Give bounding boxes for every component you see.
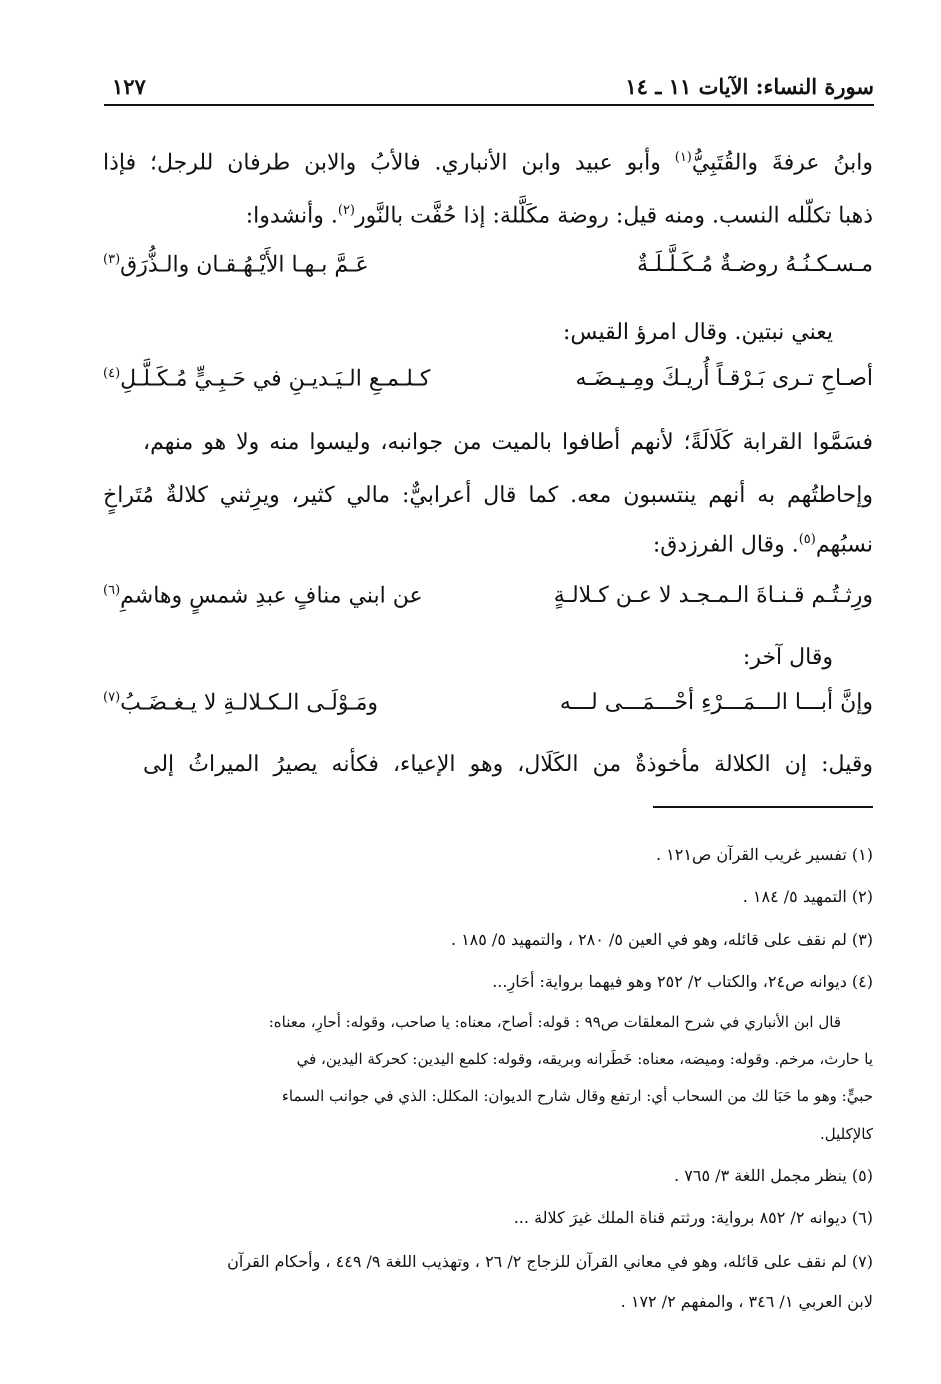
footnote-3: (٣) لم نقف على قائله، وهو في العين ٥/ ٢٨٠ ، والتمهيد ٥/ ١٨٥ . [450,930,873,949]
verse-2-second-hemistich: كـلـمـعِ الـيَـديـنِ في حَـبِـيٍّ مُـكَـلَّـلِ$^{(٤)}$ [103,366,431,392]
running-header [104,72,874,106]
footnote-5: (٥) ينظر مجمل اللغة ٣/ ٧٦٥ . [674,1166,873,1185]
footnote-4-line-3: حبيٍّ: وهو ما حَبَا لك من السحاب أي: ارتفع وقال شارح الديوان: المكلل: الذي في جوانب السماء [281,1087,873,1105]
footnote-7-line-2: لابن العربي ١/ ٣٤٦ ، والمفهم ٢/ ١٧٢ . [620,1292,873,1311]
footnote-6: (٦) ديوانه ٢/ ٨٥٢ برواية: ورثتم قناة الملك غيرَ كلالة ... [513,1208,873,1227]
text-line-2: ذهبا تكلّله النسب. ومنه قيل: روضة مكَلَّلة: إذا حُفَّت بالنَّور$^{(٢)}$. وأنشدوا: [245,203,873,229]
header-title: سورة النساء: الآيات ١١ ـ ١٤ [625,74,874,99]
footnote-marker-2: (٢) [337,203,355,218]
footnote-4-line-4: كالإكليل. [819,1125,873,1143]
footnote-marker-7: (٧) [103,690,121,705]
verse-4-second-hemistich: ومَـوْلَـى الـكـلالـةِ لا يـغـضَـبُ$^{(٧)}$ [103,690,379,716]
verse-2-first-hemistich: أصـاحِ تـرى بَـرْقـاً أُريـكَ ومِـيـضَـه [575,366,873,391]
verse-1 [103,252,873,292]
footnote-7-line-1: (٧) لم نقف على قائله، وهو في معاني القرآن للزجاج ٢/ ٢٦ ، وتهذيب اللغة ٩/ ٤٤٩ ، وأحكام القرآن [227,1252,873,1271]
footnote-2: (٢) التمهيد ٥/ ١٨٤ . [742,887,873,906]
text-line-5: وإحاطتُهم به أنهم ينتسبون معه. كما قال أعرابيٌّ: مالي كثير، ويرِثني كلالةٌ مُتَراخٍ [103,483,873,508]
footnote-4-line-2: يا حارث، مرخم. وقوله: وميضه، معناه: خَطَرانه وبريقه، وقوله: كلمع اليدين: كحركة اليدين، في [296,1050,873,1068]
footnote-separator [653,806,873,808]
footnote-marker-4: (٤) [103,366,121,381]
text-line-6: نسبُهم$^{(٥)}$. وقال الفرزدق: [652,532,873,558]
footnote-marker-5: (٥) [798,532,816,547]
verse-4-first-hemistich: وإنَّ أبـــا الـــمَـــرْءِ أحْـــمَـــى لـــه [559,690,873,715]
text-line-3: يعني نبتين. وقال امرؤ القيس: [563,320,833,345]
footnote-marker-6: (٦) [103,583,121,598]
verse-1-second-hemistich: عَـمَّ بـهـا الأَيْـهُـقـان والـذُّرَق$^{(٣)}$ [103,252,369,278]
verse-4 [103,690,873,730]
text-line-4: فسَمَّوا القرابة كَلَالَةً؛ لأنهم أطافوا بالميت من جوانبه، وليسوا منه ولا هو منهم، [143,430,873,455]
footnote-4-line-1: قال ابن الأنباري في شرح المعلقات ص٩٩ : قوله: أصاح، معناه: يا صاحب، وقوله: أحارِ، معناه: [268,1013,841,1031]
footnote-marker-3: (٣) [103,252,121,267]
verse-2 [103,366,873,406]
verse-3-second-hemistich: عن ابني منافٍ عبدِ شمسٍ وهاشمِ$^{(٦)}$ [103,583,423,609]
verse-3 [103,583,873,623]
footnote-4: (٤) ديوانه ص٢٤، والكتاب ٢/ ٢٥٢ وهو فيهما برواية: أحَارِ... [492,972,873,991]
text-line-7: وقال آخر: [742,645,833,670]
text-line-1: وابنُ عرفةَ والقُتَبِيُّ$^{(١)}$ وأبو عبيد وابن الأنباري. فالأبُ والابن طرفان للرجل؛ فإذا [103,150,873,176]
verse-1-first-hemistich: مـسـكـنُـهُ روضـةٌ مُـكَـلَّـلَـةٌ [636,252,873,277]
verse-3-first-hemistich: ورِثـتُـم قـنـاةَ الـمـجـد لا عـن كـلالـةٍ [553,583,873,608]
page-number: ١٢٧ [112,74,146,99]
text-line-8: وقيل: إن الكلالة مأخوذةٌ من الكَلَال، وهو الإعياء، فكأنه يصيرُ الميراثُ إلى [143,752,873,777]
footnote-1: (١) تفسير غريب القرآن ص١٢١ . [656,845,873,864]
footnote-marker-1: (١) [674,150,692,165]
